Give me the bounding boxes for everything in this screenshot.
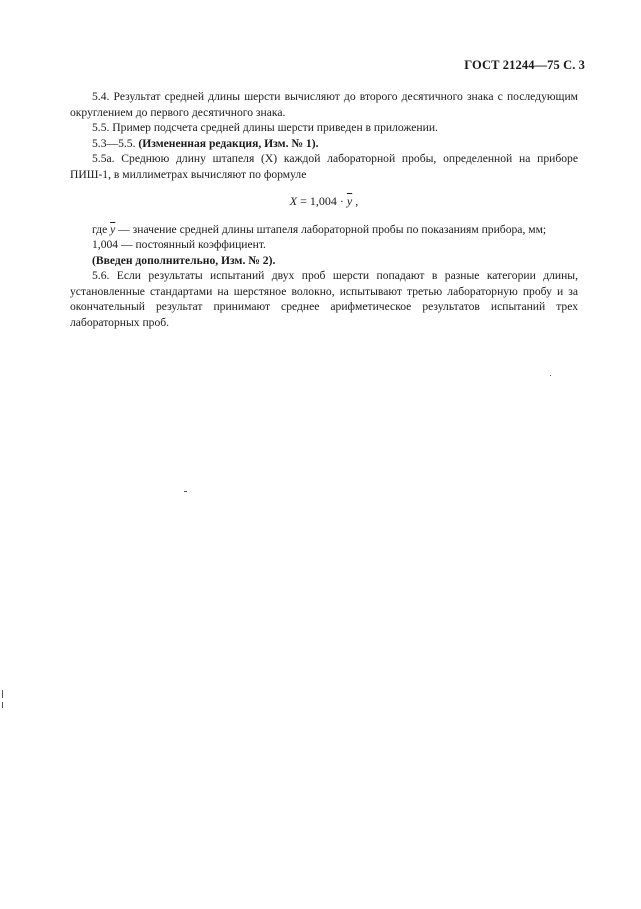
paragraph-5-5: 5.5. Пример подсчета средней длины шерсти приведен в приложении. <box>92 121 438 134</box>
paragraph-5-6: 5.6. Если результаты испытаний двух проб шерсти попадают в разные категории длины, установленные стандартами на шерстяное волокно, испытывают третью лабораторную пробу и за окончательный результат принимают среднее арифметическое результатов испытаний трех лабораторных проб. <box>70 269 578 329</box>
scan-edge-mark <box>2 702 3 708</box>
where-prefix: где <box>92 222 111 236</box>
formula-y-bar: $\overline{y}$ <box>346 194 353 208</box>
where-y-bar: $\overline{y}$ <box>110 222 116 236</box>
scan-speck <box>184 491 187 492</box>
page-header: ГОСТ 21244—75 С. 3 <box>464 58 585 72</box>
edit-range-number: 5.3—5.5. <box>92 136 139 150</box>
paragraph-5-5a: 5.5а. Среднюю длину штапеля (X) каждой лабораторной пробы, определенной на приборе ПИШ-1, в миллиметрах вычисляют по формуле <box>70 152 578 181</box>
scan-speck <box>550 375 551 376</box>
where-text: — значение средней длины штапеля лабораторной пробы по показаниям прибора, мм; <box>115 222 547 236</box>
scan-edge-mark <box>2 690 3 698</box>
edit-note: (Измененная редакция, Изм. № 1). <box>138 136 319 150</box>
formula-end: , <box>352 194 359 208</box>
formula-variable: X <box>289 194 298 208</box>
formula <box>70 194 578 210</box>
introduced-note: (Введен дополнительно, Изм. № 2). <box>92 253 276 267</box>
formula-where-line <box>70 222 578 238</box>
paragraph-5-3-5-5-edit <box>70 136 578 152</box>
document-body <box>70 89 578 330</box>
constant-line: 1,004 — постоянный коэффициент. <box>92 238 266 251</box>
paragraph-5-4: 5.4. Результат средней длины шерсти вычисляют до второго десятичного знака с последующим округлением до первого десятичного знака. <box>70 90 578 119</box>
formula-expression: = 1,004 · <box>297 194 347 208</box>
